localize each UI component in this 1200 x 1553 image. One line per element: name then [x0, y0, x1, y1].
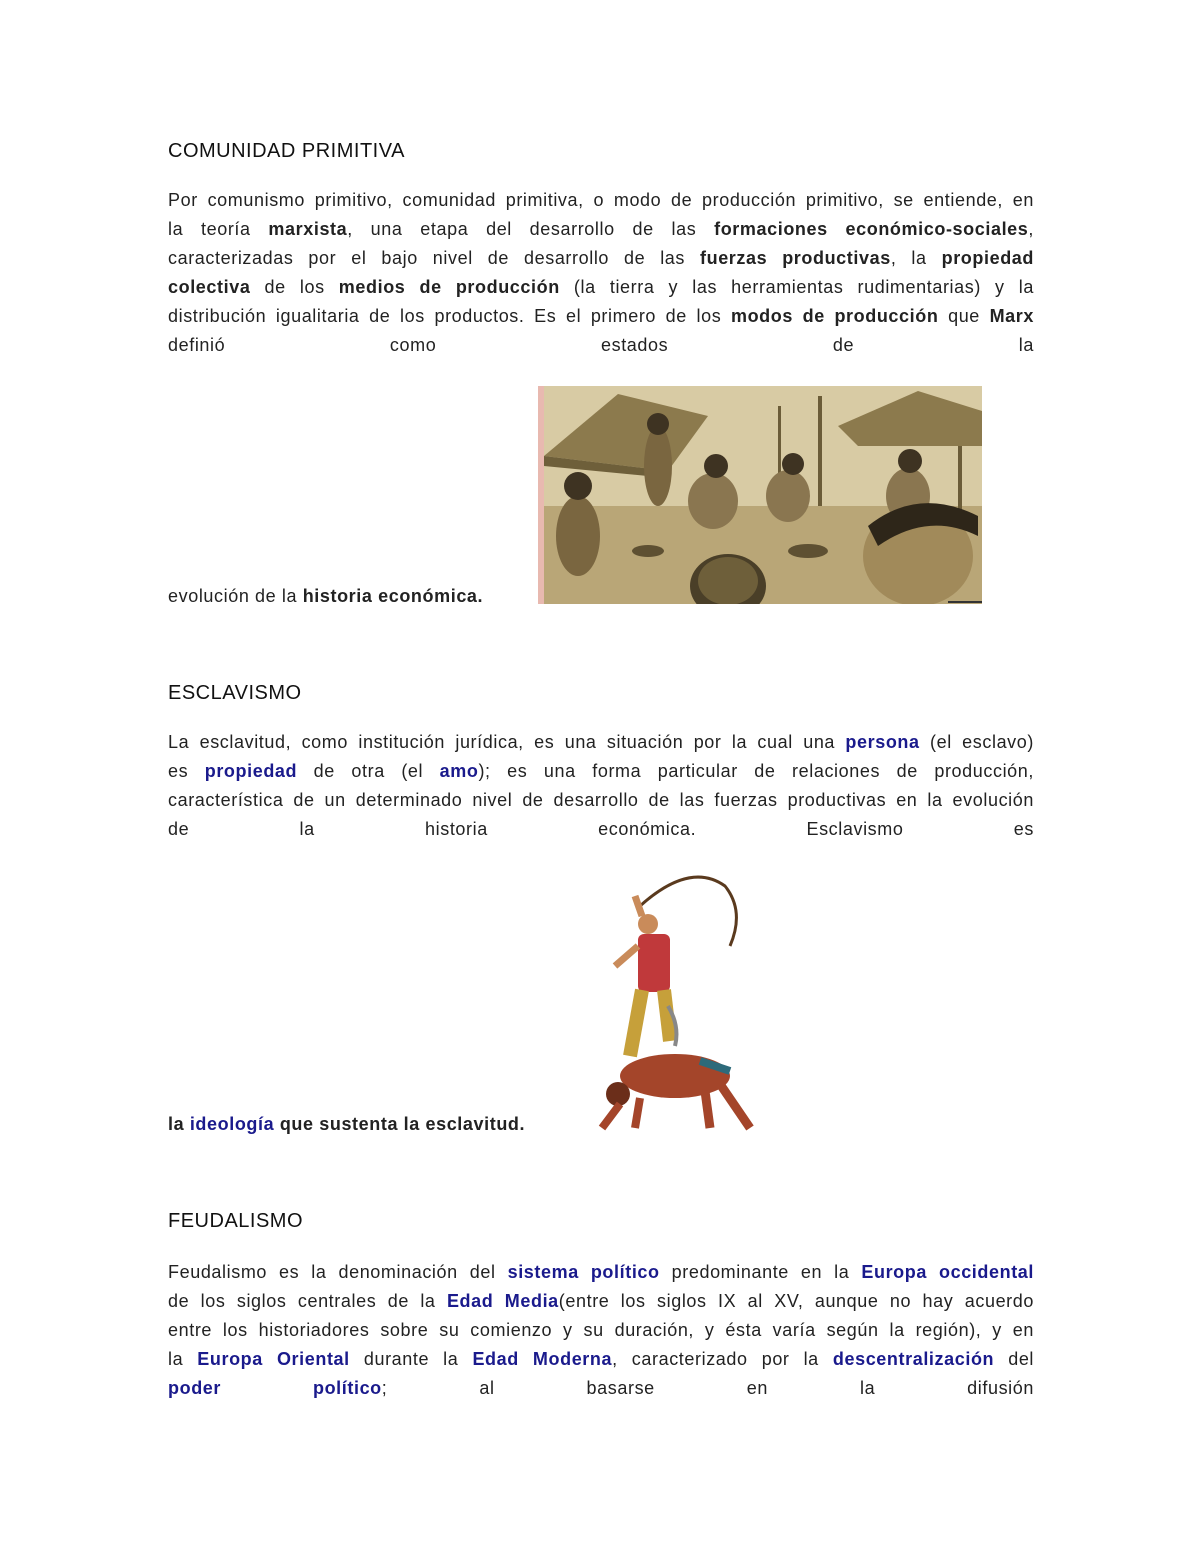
paragraph-feudalismo: Feudalismo es la denominación del sistema político predominante en la Europa occidental de los siglos centrales de la Edad Media(entre los siglos IX al XV, aunque no hay acuerdo entre los historiadores sobre su comienzo y su duración, y ésta varía según la región), y en la Europa Oriental durante la Edad Moderna, caracterizado por la descentralización del poder político; al basarse en la difusión: [168, 1262, 1035, 1398]
term-modos-produccion: modos de producción: [730, 306, 939, 326]
term-marx: Marx: [989, 306, 1034, 326]
term-historia-economica: historia económica: [302, 586, 478, 606]
term-propiedad-colectiva: propiedad colectiva: [168, 248, 1034, 297]
term-formaciones: formaciones económico-sociales: [714, 219, 1029, 239]
paragraph-comunidad-tail: evolución de la historia económica.: [168, 586, 484, 606]
link-edad-moderna[interactable]: Edad Moderna: [472, 1349, 613, 1369]
primitive-community-illustration: [538, 386, 982, 604]
heading-feudalismo: FEUDALISMO: [168, 1210, 304, 1232]
link-propiedad[interactable]: propiedad: [204, 761, 298, 781]
link-poder-politico[interactable]: poder político: [168, 1378, 382, 1398]
term-medios-produccion: medios de producción: [338, 277, 560, 297]
link-sistema-politico[interactable]: sistema político: [507, 1262, 660, 1282]
link-europa-oriental[interactable]: Europa Oriental: [197, 1349, 350, 1369]
term-marxista: marxista: [268, 219, 348, 239]
link-ideologia[interactable]: ideología: [189, 1114, 275, 1134]
term-fuerzas-productivas: fuerzas productivas: [700, 248, 891, 268]
link-persona[interactable]: persona: [845, 732, 920, 752]
paragraph-comunidad-primitiva: Por comunismo primitivo, comunidad primitiva, o modo de producción primitivo, se entiende, en la teoría marxista, una etapa del desarrollo de las formaciones económico-sociales, caracterizadas por el bajo nivel de desarrollo de las fuerzas productivas, la propiedad colectiva de los medios de producción (la tierra y las herramientas rudimentarias) y la distribución igualitaria de los productos. Es el primero de los modos de producción que Marx definió como estados de la: [168, 190, 1034, 355]
link-edad-media[interactable]: Edad Media: [446, 1291, 559, 1311]
paragraph-esclavismo-tail: la ideología que sustenta la esclavitud.: [168, 1114, 526, 1134]
heading-esclavismo: ESCLAVISMO: [168, 682, 302, 704]
heading-comunidad-primitiva: COMUNIDAD PRIMITIVA: [168, 140, 405, 162]
paragraph-esclavismo: La esclavitud, como institución jurídica, es una situación por la cual una persona (el esclavo) es propiedad de otra (el amo); es una forma particular de relaciones de producción, característica de un determinado nivel de desarrollo de las fuerzas productivas en la evolución de la historia económica. Esclavismo es: [168, 732, 1034, 839]
slavery-illustration: [580, 866, 760, 1138]
link-amo[interactable]: amo: [439, 761, 479, 781]
link-descentralizacion[interactable]: descentralización: [832, 1349, 995, 1369]
link-europa-occidental[interactable]: Europa occidental: [861, 1262, 1035, 1282]
